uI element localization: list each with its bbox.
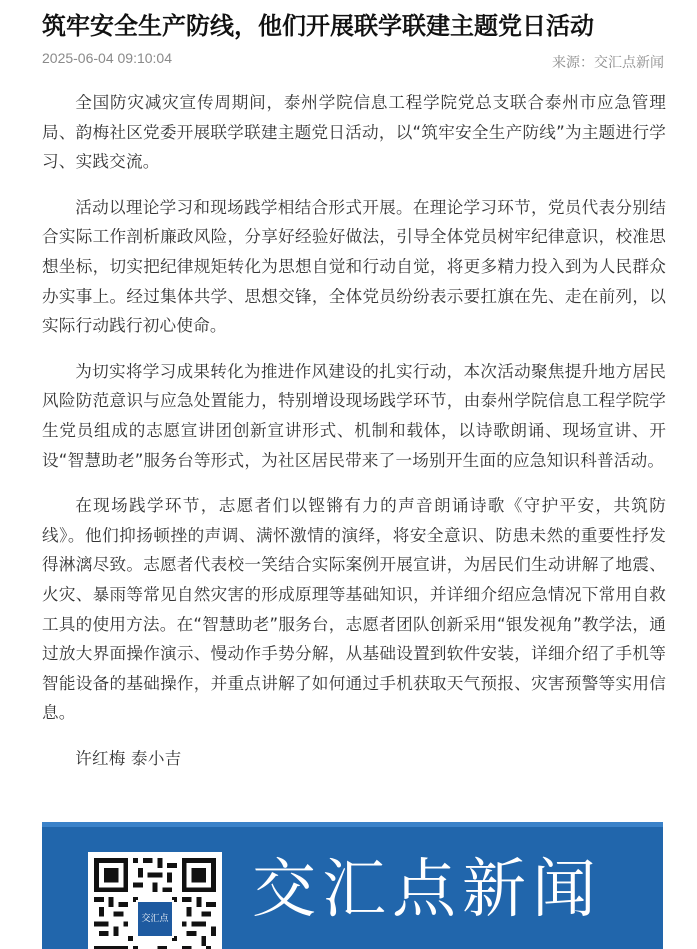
paragraph-2: 活动以理论学习和现场践学相结合形式开展。在理论学习环节，党员代表分别结合实际工作剖析廉政风险，分享好经验好做法，引导全体党员树牢纪律意识，校准思想坐标，切实把纪律规矩转化为思想自觉和行动自觉，将更多精力投入到为人民群众办实事上。经过集体共学、思想交锋，全体党员纷纷表示要扛旗在先、走在前列，以实际行动践行初心使命。 (42, 197, 666, 336)
article-body (42, 88, 666, 789)
banner-brand-name: 交汇点新闻 (252, 853, 602, 927)
publish-timestamp: 2025-06-04 09:10:04 (42, 50, 172, 66)
qr-center-logo: 交汇点 (136, 900, 174, 938)
banner-divider (42, 822, 663, 827)
qr-code-icon[interactable] (88, 852, 222, 949)
article-title: 筑牢安全生产防线，他们开展联学联建主题党日活动 (42, 12, 594, 40)
paragraph-1: 全国防灾减灾宣传周期间，泰州学院信息工程学院党总支联合泰州市应急管理局、韵梅社区党委开展联学联建主题党日活动，以“筑牢安全生产防线”为主题进行学习、实践交流。 (42, 93, 666, 172)
article-authors: 许红梅 泰小吉 (75, 748, 182, 768)
app-download-banner[interactable] (42, 822, 663, 949)
paragraph-4: 在现场践学环节，志愿者们以铿锵有力的声音朗诵诗歌《守护平安，共筑防线》。他们抑扬顿挫的声调、满怀激情的演绎，将安全意识、防患未然的重要性抒发得淋漓尽致。志愿者代表校一笑结合实际案例开展宣讲，为居民们生动讲解了地震、火灾、暴雨等常见自然灾害的形成原理等基础知识，并详细介绍应急情况下常用自救工具的使用方法。在“智慧助老”服务台，志愿者团队创新采用“银发视角”教学法，通过放大界面操作演示、慢动作手势分解，从基础设置到软件安装，详细介绍了手机等智能设备的基础操作，并重点讲解了如何通过手机获取天气预报、灾害预警等实用信息。 (42, 496, 666, 723)
article-meta (42, 50, 664, 72)
paragraph-3: 为切实将学习成果转化为推进作风建设的扎实行动，本次活动聚焦提升地方居民风险防范意识与应急处置能力，特别增设现场践学环节，由泰州学院信息工程学院学生党员组成的志愿宣讲团创新宣讲形式、机制和载体，以诗歌朗诵、现场宣讲、开设“智慧助老”服务台等形式，为社区居民带来了一场别开生面的应急知识科普活动。 (42, 361, 666, 470)
source-link[interactable]: 来源：交汇点新闻 (552, 55, 664, 71)
